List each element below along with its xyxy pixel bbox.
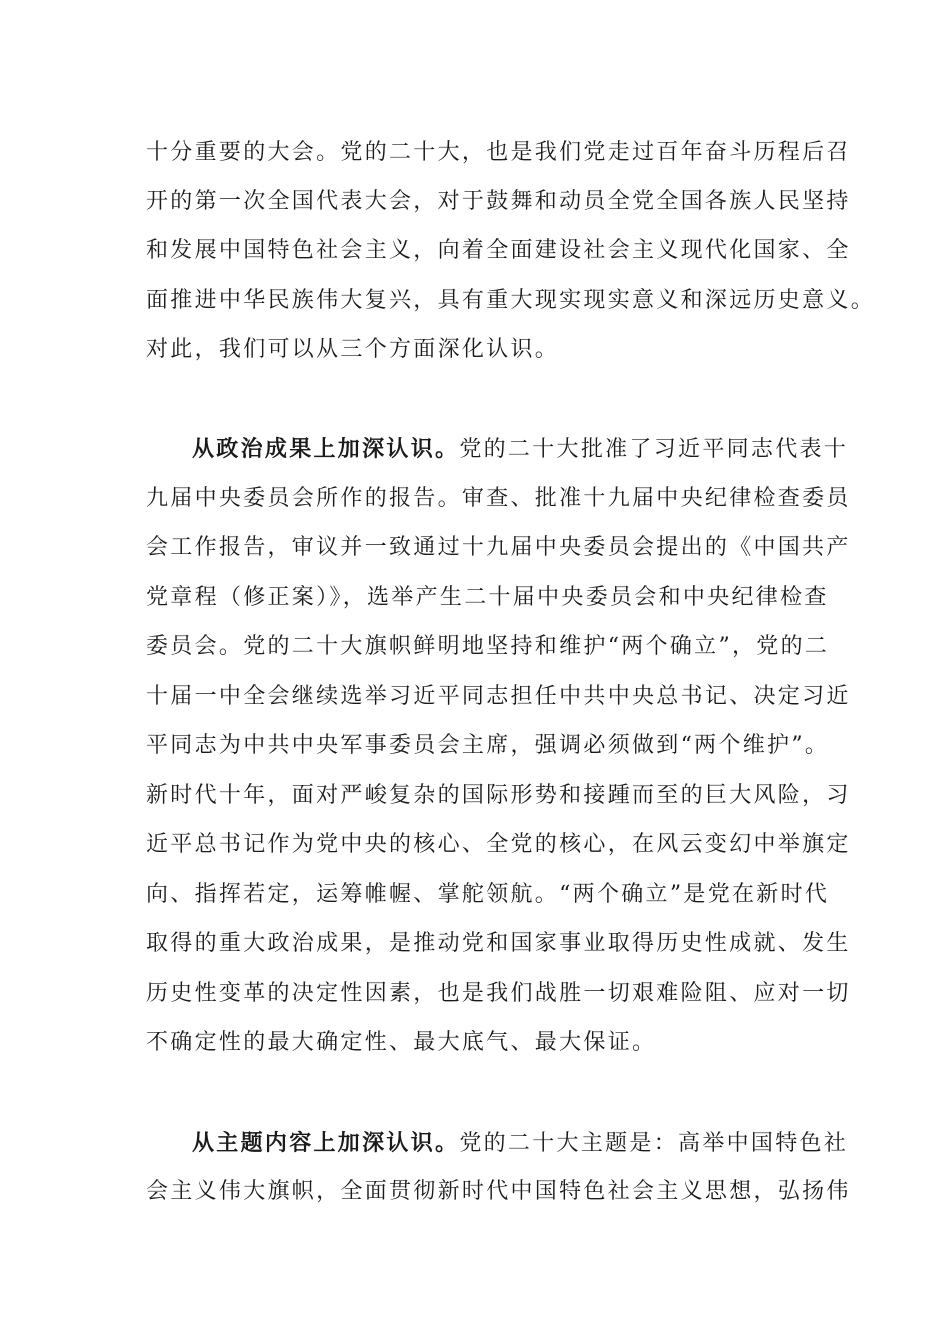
paragraph-2-line-13: 不确定性的最大确定性、最大底气、最大保证。 [146,1030,657,1055]
paragraph-2-line-7: 平同志为中共中央军事委员会主席，强调必须做到“两个维护”。 [146,733,830,758]
paragraph-2-line-12: 历史性变革的决定性因素，也是我们战胜一切艰难险阻、应对一切 [146,981,851,1006]
paragraph-2-first-line-text: 党的二十大批准了习近平同志代表十 [459,437,849,462]
paragraph-2-heading: 从政治成果上加深认识。 [192,436,460,462]
paragraph-2-line-5: 委员会。党的二十大旗帜鲜明地坚持和维护“两个确立”，党的二 [146,634,830,659]
paragraph-3-first-line-text: 党的二十大主题是：高举中国特色社 [459,1131,849,1156]
paragraph-1-line-4: 面推进中华民族伟大复兴，具有重大现实现实意义和深远历史意义。 [146,288,876,313]
paragraph-3-first-line [192,1128,848,1159]
paragraph-1-line-2: 开的第一次全国代表大会，对于鼓舞和动员全党全国各族人民坚持 [146,189,851,214]
paragraph-2-line-11: 取得的重大政治成果，是推动党和国家事业取得历史性成就、发生 [146,931,851,956]
paragraph-2-line-6: 十届一中全会继续选举习近平同志担任中共中央总书记、决定习近 [146,684,851,709]
paragraph-2-line-2: 九届中央委员会所作的报告。审查、批准十九届中央纪律检查委员 [146,486,851,511]
paragraph-1-line-1: 十分重要的大会。党的二十大，也是我们党走过百年奋斗历程后召 [146,140,851,165]
paragraph-2-line-3: 会工作报告，审议并一致通过十九届中央委员会提出的《中国共产 [146,535,851,560]
paragraph-3-heading: 从主题内容上加深认识。 [192,1130,460,1156]
paragraph-3-line-2: 会主义伟大旗帜，全面贯彻新时代中国特色社会主义思想，弘扬伟 [146,1179,851,1204]
paragraph-1-line-5: 对此，我们可以从三个方面深化认识。 [146,337,560,362]
paragraph-2-line-8: 新时代十年，面对严峻复杂的国际形势和接踵而至的巨大风险，习 [146,783,851,808]
paragraph-2-first-line [192,434,848,465]
paragraph-2-line-9: 近平总书记作为党中央的核心、全党的核心，在风云变幻中举旗定 [146,832,851,857]
paragraph-2-line-4: 党章程（修正案）》，选举产生二十届中央委员会和中央纪律检查 [146,585,829,610]
paragraph-1-line-3: 和发展中国特色社会主义，向着全面建设社会主义现代化国家、全 [146,238,851,263]
paragraph-2-line-10: 向、指挥若定，运筹帷幄、掌舵领航。“两个确立”是党在新时代 [146,882,830,907]
